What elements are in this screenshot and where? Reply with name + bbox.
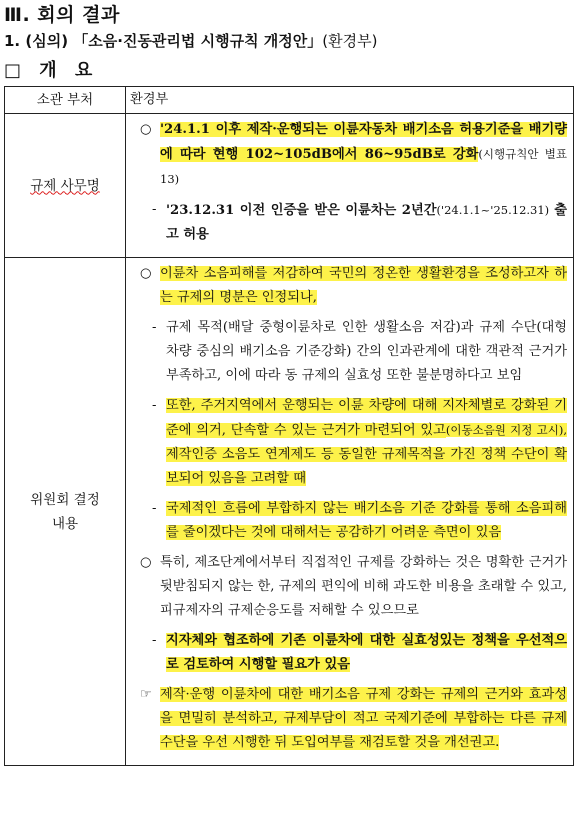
reg-bullet-1 [134, 118, 567, 192]
item-title-text: 1. (심의) 「소음·진동관리법 시행규칙 개정안」 [4, 32, 323, 50]
decision-para-5-text: 특히, 제조단계에서부터 직접적인 규제를 강화하는 것은 명확한 근거가 뒷받침되지 않는 한, 규제의 편익에 비해 과도한 비용을 초래할 수 있고, 피규제자의 규제순응도를 저해할 수 있으므로 [160, 555, 567, 618]
decision-label [5, 258, 126, 766]
decision-para-5 [134, 551, 567, 623]
dept-row [5, 87, 574, 114]
decision-para-7 [134, 683, 567, 755]
reg-bullet-1-text: '24.1.1 이후 제작·운행되는 이륜자동차 배기소음 허용기준을 배기량에 따라 현행 102~105dB에서 86~95dB로 강화 [160, 122, 567, 162]
section-title: Ⅲ. 회의 결과 [4, 4, 120, 26]
item-title [4, 30, 377, 51]
decision-para-6-text: 지자체와 협조하에 기존 이륜차에 대한 실효성있는 정책을 우선적으로 검토하여 시행할 필요가 있음 [166, 633, 567, 672]
decision-para-4-text: 국제적인 흐름에 부합하지 않는 배기소음 기준 강화를 통해 소음피해를 줄이겠다는 것에 대해서는 공감하기 어려운 측면이 있음 [166, 501, 567, 540]
reg-bullet-2-text: '23.12.31 이전 인증을 받은 이륜차는 2년간 [166, 203, 437, 218]
dash-bullet-icon: - [152, 633, 157, 648]
decision-para-1-text: 이륜차 소음피해를 저감하여 국민의 정온한 생활환경을 조성하고자 하는 규제의 명분은 인정되나, [160, 266, 567, 305]
reg-bullet-1-note: (시행규칙안 별표 13) [160, 147, 567, 186]
circle-bullet-icon: ○ [140, 555, 152, 570]
decision-label-line-1: 위원회 결정 [30, 491, 100, 508]
reg-bullet-2-period: ('24.1.1~'25.12.31) [436, 203, 550, 217]
dash-bullet-icon: - [152, 320, 157, 335]
decision-para-1 [134, 262, 567, 310]
dept-label: 소관 부처 [5, 87, 126, 114]
item-ministry: (환경부) [322, 32, 378, 50]
dept-value: 환경부 [126, 87, 574, 114]
dash-bullet-icon: - [152, 202, 157, 217]
overview-title: □ 개 요 [4, 60, 99, 81]
decision-para-2 [134, 316, 567, 388]
reg-label-text: 규제 사무명 [30, 177, 100, 194]
decision-para-3-tail: 제작인증 소음도 연계제도 등 동일한 규제목적을 가진 정책 수단이 확보되어 있음을 고려할 때 [166, 447, 567, 486]
reg-bullet-2-tail: 출고 허용 [166, 203, 567, 242]
decision-para-2-text: 규제 목적(배달 중형이륜차로 인한 생활소음 저감)과 규제 수단(대형차량 중심의 배기소음 기준강화) 간의 인과관계에 대한 객관적 근거가 부족하고, 이에 따라 동 규제의 실효성 또한 불분명하다고 보임 [166, 320, 567, 383]
circle-bullet-icon: ○ [140, 266, 152, 281]
decision-para-3-text: 또한, 주거지역에서 운행되는 이륜 차량에 대해 지자체별로 강화된 기준에 의거, 단속할 수 있는 근거가 마련되어 있고 [166, 398, 567, 438]
decision-para-4 [134, 497, 567, 545]
reg-content [126, 114, 574, 258]
decision-label-line-2: 내용 [51, 515, 79, 532]
reg-bullet-2 [134, 198, 567, 247]
reg-row [5, 114, 574, 258]
reg-label [5, 114, 126, 258]
dash-bullet-icon: - [152, 501, 157, 516]
decision-para-3 [134, 394, 567, 491]
decision-content [126, 258, 574, 766]
dash-bullet-icon: - [152, 398, 157, 413]
decision-row [5, 258, 574, 766]
overview-table [4, 86, 574, 766]
circle-bullet-icon: ○ [140, 122, 152, 137]
decision-para-7-text: 제작·운행 이륜차에 대한 배기소음 규제 강화는 규제의 근거와 효과성을 면밀히 분석하고, 규제부담이 적고 국제기준에 부합하는 다른 규제수단을 우선 시행한 뒤 도입여부를 재검토할 것을 개선권고. [160, 687, 567, 750]
decision-para-3-note: (이동소음원 지정 고시), [445, 423, 568, 437]
decision-para-6 [134, 629, 567, 677]
pointing-hand-icon: ☞ [140, 687, 152, 702]
